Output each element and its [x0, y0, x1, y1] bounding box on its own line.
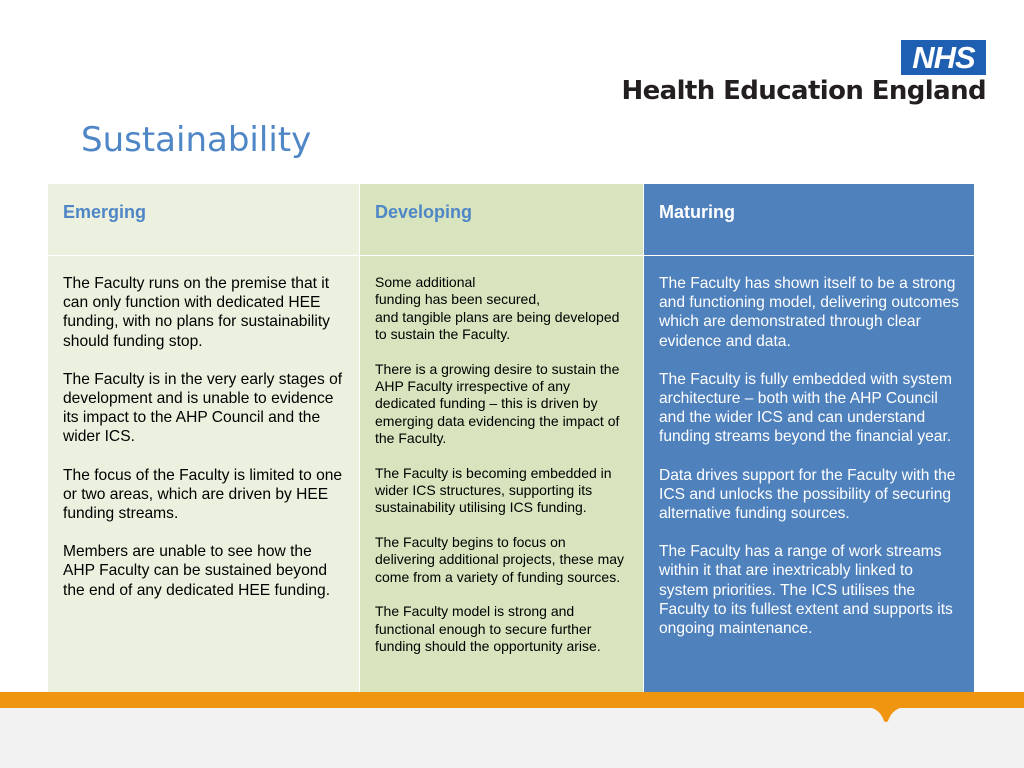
hee-logo — [621, 40, 986, 110]
maturity-table — [48, 183, 975, 696]
header-developing: Developing — [360, 184, 644, 256]
developing-content — [360, 256, 644, 696]
emerging-paragraph: Members are unable to see how the AHP Faculty can be sustained beyond the end of any dedicated HEE funding. — [63, 543, 331, 599]
maturing-paragraph: The Faculty has a range of work streams within it that are inextricably linked to system priorities. The ICS utilises the Faculty to its fullest extent and supports its ongoing maintenance. — [659, 543, 953, 638]
nhs-badge: NHS — [901, 40, 986, 75]
emerging-paragraph: The Faculty runs on the premise that it can only function with dedicated HEE funding, with no plans for sustainability should funding stop. — [63, 275, 330, 350]
developing-paragraph: Some additional funding has been secured, and tangible plans are being developed to sustain the Faculty. — [375, 274, 620, 343]
developing-paragraph: The Faculty model is strong and functional enough to secure further funding should the opportunity arise. — [375, 603, 601, 654]
slide-title: Sustainability — [81, 120, 312, 160]
emerging-content — [48, 256, 360, 696]
maturing-content — [644, 256, 975, 696]
developing-paragraph: The Faculty begins to focus on delivering additional projects, these may come from a variety of funding sources. — [375, 533, 625, 585]
maturing-paragraph: The Faculty has shown itself to be a strong and functioning model, delivering outcomes which are demonstrated through clear evidence and data. — [659, 275, 959, 350]
footer-notch-shape — [868, 707, 904, 723]
header-maturing: Maturing — [644, 184, 975, 256]
footer-orange-band — [0, 692, 1024, 708]
developing-paragraph: There is a growing desire to sustain the AHP Faculty irrespective of any dedicated funding – this is driven by emerging data evidencing the impact of the Faculty. — [375, 360, 620, 447]
emerging-paragraph: The focus of the Faculty is limited to one or two areas, which are driven by HEE funding streams. — [63, 466, 343, 523]
emerging-paragraph: The Faculty is in the very early stages of development and is unable to evidence its impact to the AHP Council and the wider ICS. — [63, 370, 343, 446]
maturing-paragraph: The Faculty is fully embedded with system architecture – both with the AHP Council and the wider ICS and can understand funding streams beyond the financial year. — [659, 370, 952, 446]
header-emerging: Emerging — [48, 184, 360, 256]
maturing-paragraph: Data drives support for the Faculty with the ICS and unlocks the possibility of securing alternative funding sources. — [659, 466, 956, 523]
organisation-name: Health Education England — [621, 76, 986, 106]
developing-paragraph: The Faculty is becoming embedded in wider ICS structures, supporting its sustainability utilising ICS funding. — [375, 464, 612, 516]
